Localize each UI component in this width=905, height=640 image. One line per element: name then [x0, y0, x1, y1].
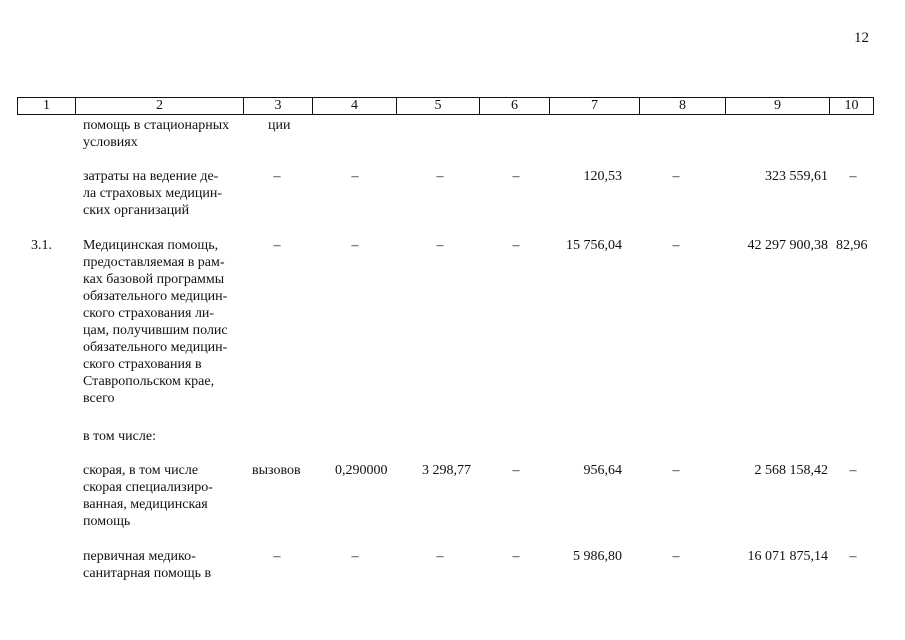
row-4-col6: –: [512, 463, 520, 478]
row-2-col8: –: [672, 238, 680, 253]
column-number-header: [17, 97, 874, 115]
row-5-col4: –: [351, 549, 359, 564]
row-5-col6: –: [512, 549, 520, 564]
row-5-description: первичная медико- санитарная помощь в: [83, 549, 212, 581]
row-1-description: затраты на ведение де- ла страховых медицин- ских организаций: [83, 169, 223, 218]
row-1-col10: –: [849, 169, 857, 184]
header-col-4: 4: [313, 98, 397, 115]
page-number: 12: [854, 30, 869, 46]
row-4-col8: –: [672, 463, 680, 478]
header-col-8: 8: [640, 98, 726, 115]
header-col-10: 10: [830, 98, 874, 115]
row-4-col9: 2 568 158,42: [754, 463, 828, 478]
row-5-col9: 16 071 875,14: [747, 549, 828, 564]
row-2-col9: 42 297 900,38: [747, 238, 828, 253]
header-col-6: 6: [480, 98, 550, 115]
row-1-col3: –: [273, 169, 281, 184]
row-1-col7: 120,53: [583, 169, 622, 184]
header-col-3: 3: [244, 98, 313, 115]
row-4-col7: 956,64: [583, 463, 622, 478]
row-4-col3: вызовов: [252, 463, 301, 478]
row-4-col5: 3 298,77: [422, 463, 471, 478]
row-2-description: Медицинская помощь, предоставляемая в рам- ках базовой программы обязательного медицин- ского страхования ли- цам, получившим полис обязательного медицин- ского страхования в Ставропольском крае, всего: [83, 238, 228, 406]
row-2-col6: –: [512, 238, 520, 253]
header-col-2: 2: [76, 98, 244, 115]
row-5-col8: –: [672, 549, 680, 564]
row-4-col10: –: [849, 463, 857, 478]
row-5-col10: –: [849, 549, 857, 564]
row-1-col4: –: [351, 169, 359, 184]
header-col-5: 5: [397, 98, 480, 115]
row-2-number: 3.1.: [31, 238, 52, 253]
row-2-col4: –: [351, 238, 359, 253]
row-1-col5: –: [436, 169, 444, 184]
header-col-7: 7: [550, 98, 640, 115]
header-col-1: 1: [18, 98, 76, 115]
row-1-col8: –: [672, 169, 680, 184]
row-2-col7: 15 756,04: [566, 238, 622, 253]
row-2-col3: –: [273, 238, 281, 253]
row-2-col5: –: [436, 238, 444, 253]
row-3-description: в том числе:: [83, 429, 156, 444]
row-5-col7: 5 986,80: [573, 549, 622, 564]
row-0-unit: ции: [268, 118, 291, 133]
header-col-9: 9: [726, 98, 830, 115]
row-4-description: скорая, в том числе скорая специализиро- ванная, медицинская помощь: [83, 463, 213, 529]
row-2-col10: 82,96: [836, 238, 868, 253]
row-1-col9: 323 559,61: [765, 169, 828, 184]
row-1-col6: –: [512, 169, 520, 184]
row-5-col5: –: [436, 549, 444, 564]
row-5-col3: –: [273, 549, 281, 564]
row-0-description: помощь в стационарных условиях: [83, 118, 230, 150]
row-4-col4: 0,290000: [335, 463, 388, 478]
